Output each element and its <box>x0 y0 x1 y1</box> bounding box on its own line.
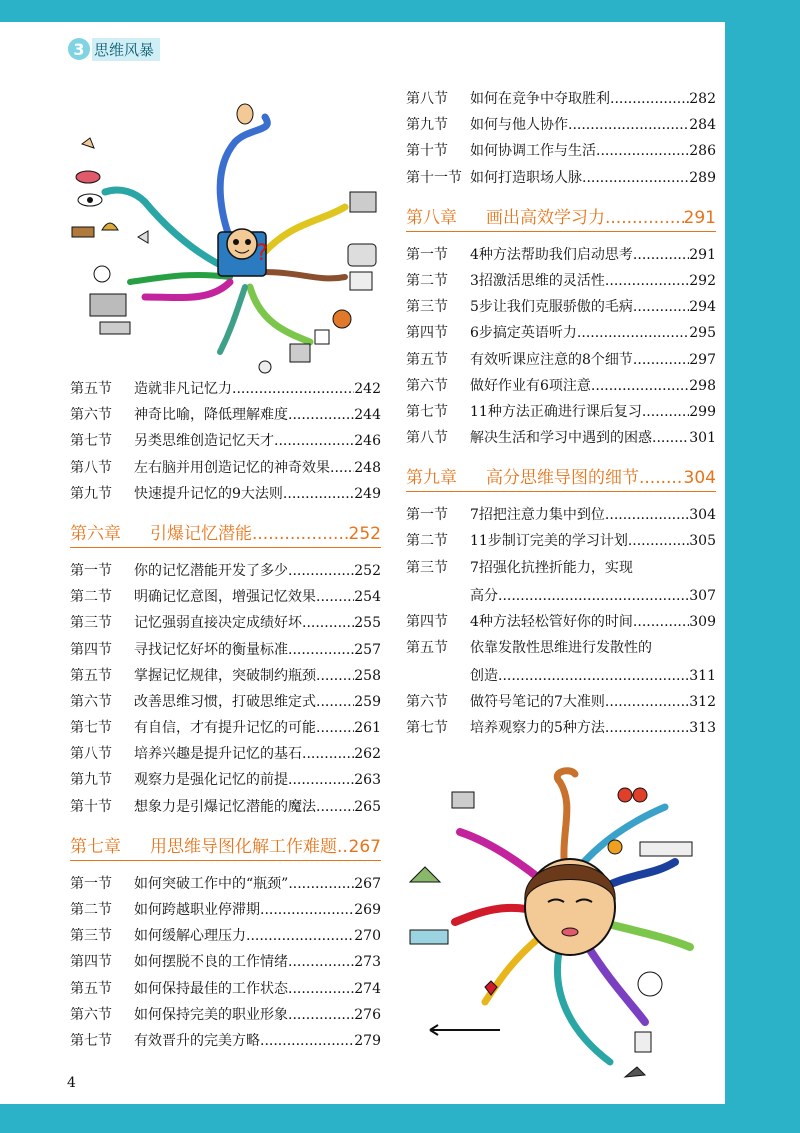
section-page: 294 <box>689 299 716 316</box>
section-page: 313 <box>689 720 716 736</box>
leader-dots <box>337 837 349 857</box>
section-number: 第九节 <box>70 772 112 789</box>
toc-entry[interactable] <box>406 427 716 453</box>
section-number: 第四节 <box>70 954 112 971</box>
section-title-group <box>470 401 716 421</box>
section-page: 312 <box>689 693 716 710</box>
section-title: 如何保持最佳的工作状态 <box>134 980 288 997</box>
section-title: 有自信，才有提升记忆的可能 <box>134 720 316 737</box>
toc-entry[interactable] <box>70 378 381 404</box>
toc-entry[interactable] <box>70 430 381 456</box>
section-page: 286 <box>689 143 716 160</box>
section-number: 第十节 <box>406 143 448 160</box>
toc-entry[interactable] <box>70 978 381 1004</box>
leader-dots <box>498 588 689 604</box>
toc-entry[interactable] <box>406 349 716 375</box>
leader-dots <box>605 720 689 736</box>
leader-dots <box>288 954 354 970</box>
section-title: 如何与他人协作 <box>470 117 568 134</box>
section-number: 第四节 <box>406 325 448 342</box>
section-title-group <box>470 427 716 447</box>
section-title: 左右脑并用创造记忆的神奇效果 <box>134 459 330 476</box>
section-title-group <box>134 457 381 477</box>
toc-entry[interactable] <box>406 322 716 348</box>
section-page: 261 <box>354 720 381 737</box>
section-title-group <box>134 873 381 893</box>
chapter-page: 252 <box>348 523 381 544</box>
section-page: 259 <box>354 693 381 710</box>
section-title-group <box>470 611 716 631</box>
section-number: 第七节 <box>406 720 448 736</box>
leader-dots <box>288 407 354 423</box>
chapter-page: 304 <box>683 468 716 489</box>
section-number: 第九节 <box>406 117 448 134</box>
leader-dots <box>288 981 354 997</box>
toc-entry[interactable] <box>406 88 716 114</box>
section-number: 第二节 <box>406 533 448 550</box>
leader-dots <box>633 247 689 263</box>
section-title-line2: 高分 <box>470 587 498 604</box>
section-title: 观察力是强化记忆的前提 <box>134 772 288 789</box>
section-title-group <box>134 717 381 737</box>
toc-entry[interactable] <box>70 899 381 925</box>
section-number: 第五节 <box>70 667 112 684</box>
leader-dots <box>605 694 689 710</box>
header-title: 思维风暴 <box>92 38 160 61</box>
svg-text:?: ? <box>256 241 268 266</box>
section-number: 第七节 <box>70 433 112 450</box>
chapter-number: 第九章 <box>406 468 457 489</box>
section-title: 解决生活和学习中遇到的困惑 <box>470 430 652 447</box>
chapter-number: 第七章 <box>70 836 121 857</box>
section-number: 第五节 <box>406 351 448 368</box>
chapter-number: 第六章 <box>70 523 121 544</box>
section-title: 如何保持完美的职业形象 <box>134 1006 288 1023</box>
section-title: 如何摆脱不良的工作情绪 <box>134 954 288 971</box>
section-title-group <box>470 114 716 134</box>
chapter-heading[interactable] <box>406 463 716 492</box>
section-title-group <box>134 560 381 580</box>
leader-dots <box>639 468 684 488</box>
section-title-group <box>470 375 716 395</box>
toc-entry[interactable] <box>70 560 381 586</box>
section-title-group <box>134 925 381 945</box>
section-page: 270 <box>354 928 381 945</box>
toc-group <box>406 88 716 193</box>
chapter-page: 267 <box>348 836 381 857</box>
toc-entry[interactable] <box>406 530 716 556</box>
toc-entry[interactable] <box>70 925 381 951</box>
section-title: 寻找记忆好坏的衡量标准 <box>134 641 288 658</box>
toc-group <box>406 504 716 743</box>
mind-map-illustration-top <box>60 82 380 382</box>
leader-dots <box>498 668 689 684</box>
section-title-group <box>134 899 381 919</box>
leader-dots <box>591 378 689 394</box>
leader-dots <box>633 299 689 315</box>
section-number: 第六节 <box>70 407 112 424</box>
leader-dots <box>652 430 689 446</box>
toc-entry[interactable] <box>406 717 716 743</box>
leader-dots <box>330 460 354 476</box>
section-number: 第三节 <box>70 928 112 945</box>
section-title: 你的记忆潜能开发了多少 <box>134 562 288 579</box>
section-title-group <box>134 665 381 685</box>
section-page: 284 <box>689 117 716 134</box>
section-number: 第八节 <box>406 430 448 447</box>
section-number: 第六节 <box>70 1006 112 1023</box>
section-title-group <box>470 504 716 524</box>
toc-entry[interactable] <box>70 769 381 795</box>
section-number: 第五节 <box>406 639 448 656</box>
toc-entry[interactable] <box>70 873 381 899</box>
section-page: 305 <box>689 533 716 550</box>
section-page: 246 <box>354 433 381 450</box>
section-page: 248 <box>354 459 381 476</box>
section-page: 289 <box>689 169 716 186</box>
leader-dots <box>577 325 689 341</box>
toc-entry[interactable] <box>406 375 716 401</box>
section-page: 276 <box>354 1006 381 1023</box>
leader-dots <box>274 433 354 449</box>
section-title-group <box>470 140 716 160</box>
toc-entry[interactable] <box>406 114 716 140</box>
chapter-heading[interactable] <box>70 519 381 548</box>
section-title-group <box>134 639 381 659</box>
section-title: 培养观察力的5种方法 <box>470 720 605 736</box>
leader-dots <box>605 507 689 523</box>
section-number: 第八节 <box>70 459 112 476</box>
section-number: 第一节 <box>70 875 112 892</box>
section-title: 做好作业有6项注意 <box>470 377 591 394</box>
toc-group <box>406 244 716 454</box>
section-page: 291 <box>689 246 716 263</box>
page <box>0 22 725 1104</box>
toc-entry[interactable] <box>406 401 716 427</box>
leader-dots <box>642 404 689 420</box>
section-title-group <box>134 796 381 816</box>
section-title: 培养兴趣是提升记忆的基石 <box>134 746 302 763</box>
section-title-group <box>470 167 716 187</box>
toc-entry[interactable] <box>406 504 716 530</box>
toc-entry[interactable] <box>70 612 381 638</box>
toc-entry[interactable] <box>406 557 716 605</box>
section-title-group <box>470 349 716 369</box>
section-title-group <box>470 717 716 737</box>
section-title: 如何缓解心理压力 <box>134 928 246 945</box>
section-title: 6步搞定英语听力 <box>470 325 577 342</box>
section-title-group <box>470 296 716 316</box>
section-page: 255 <box>354 615 381 632</box>
section-title-group <box>134 378 381 398</box>
leader-dots <box>288 876 354 892</box>
toc-column-right <box>406 88 716 743</box>
leader-dots <box>633 352 689 368</box>
toc-entry[interactable] <box>406 691 716 717</box>
section-title: 如何突破工作中的“瓶颈” <box>134 875 289 892</box>
brand-logo: 3 <box>68 38 90 60</box>
page-number: 4 <box>67 1075 76 1091</box>
toc-entry[interactable] <box>70 951 381 977</box>
section-title-group <box>134 951 381 971</box>
section-page: 311 <box>689 667 716 684</box>
leader-dots <box>628 533 689 549</box>
section-title: 4种方法帮助我们启动思考 <box>470 246 633 263</box>
toc-group <box>70 873 381 1056</box>
section-page: 257 <box>354 641 381 658</box>
toc-entry[interactable] <box>70 665 381 691</box>
section-number: 第三节 <box>70 615 112 632</box>
section-title: 如何协调工作与生活 <box>470 143 596 160</box>
leader-dots <box>605 208 684 228</box>
section-title: 3招激活思维的灵活性 <box>470 272 605 289</box>
section-number: 第六节 <box>406 377 448 394</box>
leader-dots <box>260 902 354 918</box>
toc-entry[interactable] <box>70 691 381 717</box>
section-title: 有效听课应注意的8个细节 <box>470 351 633 368</box>
leader-dots <box>633 614 689 630</box>
section-number: 第一节 <box>70 562 112 579</box>
leader-dots <box>288 642 354 658</box>
section-title: 7招强化抗挫折能力，实现 <box>470 559 633 576</box>
section-title-group <box>470 691 716 711</box>
toc-entry[interactable] <box>70 1004 381 1030</box>
section-page: 297 <box>689 351 716 368</box>
section-number: 第三节 <box>406 299 448 316</box>
chapter-title: 用思维导图化解工作难题 <box>150 836 337 857</box>
section-title: 有效晋升的完美方略 <box>134 1032 260 1049</box>
section-title-group <box>134 586 381 606</box>
section-title-group <box>134 691 381 711</box>
section-title-continued <box>470 585 716 605</box>
section-title-continued <box>470 665 716 685</box>
section-title-group <box>470 270 716 290</box>
leader-dots <box>605 273 689 289</box>
section-title-group <box>134 1030 381 1050</box>
leader-dots <box>288 772 354 788</box>
section-page: 244 <box>354 407 381 424</box>
leader-dots <box>316 799 354 815</box>
section-title: 另类思维创造记忆天才 <box>134 433 274 450</box>
section-page: 252 <box>354 562 381 579</box>
section-page: 309 <box>689 613 716 630</box>
section-title: 明确记忆意图，增强记忆效果 <box>134 589 316 606</box>
section-number: 第六节 <box>406 693 448 710</box>
section-title: 5步让我们克服骄傲的毛病 <box>470 299 633 316</box>
toc-entry[interactable] <box>70 404 381 430</box>
toc-entry[interactable] <box>406 167 716 193</box>
toc-column-left <box>70 378 381 1056</box>
leader-dots <box>316 694 354 710</box>
section-number: 第九节 <box>70 485 112 502</box>
section-number: 第二节 <box>70 902 112 918</box>
section-number: 第四节 <box>406 613 448 630</box>
leader-dots <box>316 720 354 736</box>
section-page: 249 <box>354 485 381 502</box>
leader-dots <box>316 589 354 605</box>
section-number: 第二节 <box>406 272 448 289</box>
section-title-group <box>470 637 716 685</box>
section-title-group <box>134 483 381 503</box>
section-page: 301 <box>689 430 716 447</box>
section-title-group <box>134 430 381 450</box>
running-header <box>68 38 160 60</box>
section-title: 依靠发散性思维进行发散性的 <box>470 639 652 656</box>
section-page: 279 <box>354 1032 381 1049</box>
leader-dots <box>252 524 349 544</box>
section-page: 267 <box>354 875 381 892</box>
section-number: 第七节 <box>406 403 448 420</box>
section-page: 273 <box>354 954 381 971</box>
chapter-title: 引爆记忆潜能 <box>150 523 252 544</box>
toc-entry[interactable] <box>406 296 716 322</box>
section-page: 298 <box>689 377 716 394</box>
section-title: 改善思维习惯，打破思维定式 <box>134 693 316 710</box>
leader-dots <box>568 117 689 133</box>
leader-dots <box>283 486 354 502</box>
section-title: 如何跨越职业停滞期 <box>134 902 260 918</box>
leader-dots <box>246 928 354 944</box>
section-title-group <box>470 557 716 605</box>
section-page: 307 <box>689 587 716 604</box>
mind-map-illustration-bottom <box>400 762 720 1092</box>
section-title-group <box>134 1004 381 1024</box>
leader-dots <box>582 170 689 186</box>
section-number: 第一节 <box>406 246 448 263</box>
chapter-heading[interactable] <box>70 832 381 861</box>
section-page: 282 <box>689 91 716 107</box>
section-number: 第一节 <box>406 507 448 524</box>
toc-entry[interactable] <box>70 639 381 665</box>
toc-group <box>70 560 381 822</box>
section-title: 造就非凡记忆力 <box>134 381 232 397</box>
section-number: 第五节 <box>70 381 112 397</box>
leader-dots <box>302 615 354 631</box>
section-number: 第八节 <box>406 91 448 107</box>
section-number: 第七节 <box>70 1032 112 1049</box>
section-title: 记忆强弱直接决定成绩好坏 <box>134 615 302 632</box>
section-page: 254 <box>354 589 381 606</box>
toc-entry[interactable] <box>70 1030 381 1056</box>
toc-entry[interactable] <box>406 637 716 685</box>
section-title: 11步制订完美的学习计划 <box>470 533 628 550</box>
section-number: 第十一节 <box>406 169 462 186</box>
section-title: 神奇比喻，降低理解难度 <box>134 407 288 424</box>
section-number: 第二节 <box>70 589 112 606</box>
section-title-group <box>470 322 716 342</box>
section-title-group <box>134 769 381 789</box>
toc-entry[interactable] <box>406 244 716 270</box>
section-number: 第三节 <box>406 559 448 576</box>
section-title: 快速提升记忆的9大法则 <box>134 485 283 502</box>
toc-entry[interactable] <box>406 611 716 637</box>
leader-dots <box>260 1033 354 1049</box>
toc-entry[interactable] <box>406 140 716 166</box>
toc-group <box>70 378 381 509</box>
section-number: 第八节 <box>70 746 112 763</box>
leader-dots <box>232 381 354 397</box>
leader-dots <box>288 1007 354 1023</box>
toc-entry[interactable] <box>70 796 381 822</box>
section-title-group <box>470 88 716 108</box>
leader-dots <box>288 563 354 579</box>
section-title: 11种方法正确进行课后复习 <box>470 403 642 420</box>
section-page: 304 <box>689 507 716 524</box>
section-page: 299 <box>689 403 716 420</box>
section-title: 7招把注意力集中到位 <box>470 507 605 524</box>
section-page: 265 <box>354 798 381 815</box>
section-page: 269 <box>354 902 381 918</box>
leader-dots <box>302 746 354 762</box>
leader-dots <box>610 91 689 107</box>
leader-dots <box>316 668 354 684</box>
chapter-number: 第八章 <box>406 207 457 228</box>
section-title-group <box>470 530 716 550</box>
section-title: 想象力是引爆记忆潜能的魔法 <box>134 798 316 815</box>
section-title: 掌握记忆规律，突破制约瓶颈 <box>134 667 316 684</box>
toc-entry[interactable] <box>70 483 381 509</box>
section-title: 如何在竞争中夺取胜利 <box>470 91 610 107</box>
section-title-group <box>134 404 381 424</box>
section-number: 第五节 <box>70 980 112 997</box>
toc-entry[interactable] <box>70 586 381 612</box>
chapter-page: 291 <box>683 207 716 228</box>
section-number: 第六节 <box>70 693 112 710</box>
chapter-title: 高分思维导图的细节 <box>486 468 639 489</box>
section-title: 如何打造职场人脉 <box>470 169 582 186</box>
section-title-group <box>470 244 716 264</box>
section-page: 258 <box>354 667 381 684</box>
section-title-group <box>134 978 381 998</box>
section-page: 274 <box>354 980 381 997</box>
section-title: 做符号笔记的7大准则 <box>470 693 605 710</box>
toc-entry[interactable] <box>70 743 381 769</box>
section-page: 242 <box>354 381 381 397</box>
section-title: 4种方法轻松管好你的时间 <box>470 613 633 630</box>
section-page: 263 <box>354 772 381 789</box>
toc-entry[interactable] <box>70 717 381 743</box>
section-page: 262 <box>354 746 381 763</box>
section-number: 第七节 <box>70 720 112 737</box>
section-page: 292 <box>689 272 716 289</box>
toc-entry[interactable] <box>406 270 716 296</box>
section-title-group <box>134 743 381 763</box>
chapter-title: 画出高效学习力 <box>486 207 605 228</box>
section-title-line2: 创造 <box>470 667 498 684</box>
section-number: 第十节 <box>70 798 112 815</box>
section-title-group <box>134 612 381 632</box>
leader-dots <box>596 143 689 159</box>
section-number: 第四节 <box>70 641 112 658</box>
toc-entry[interactable] <box>70 457 381 483</box>
section-page: 295 <box>689 325 716 342</box>
chapter-heading[interactable] <box>406 203 716 232</box>
